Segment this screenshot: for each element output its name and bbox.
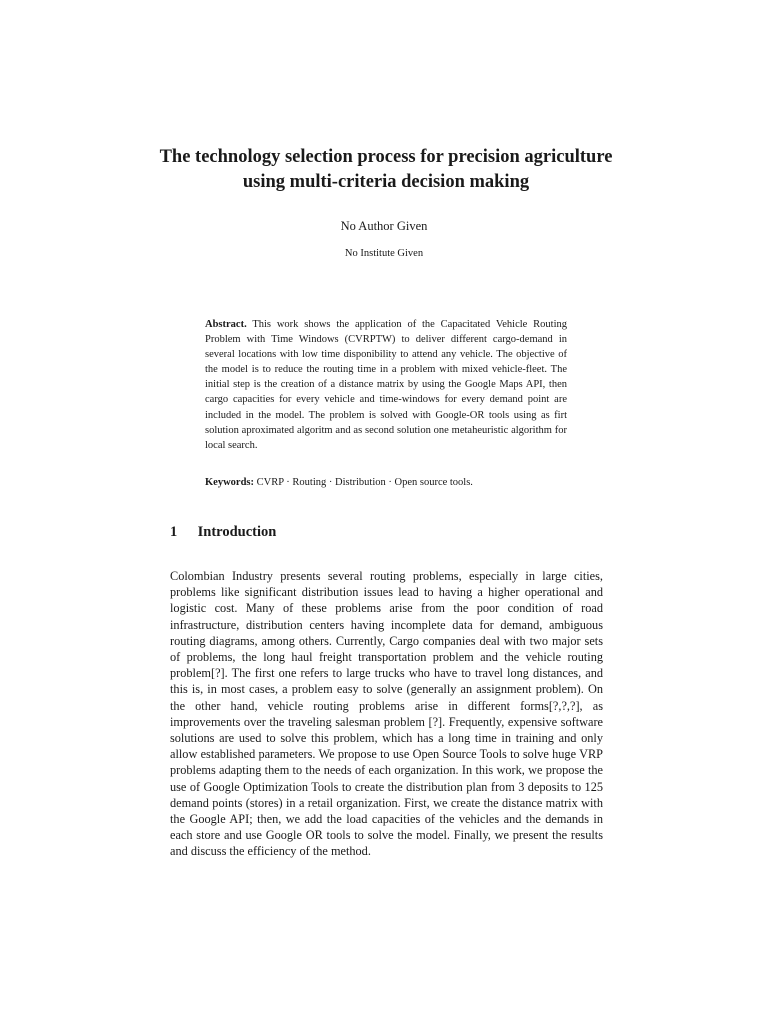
author-line: No Author Given	[340, 219, 428, 233]
section-heading	[170, 524, 276, 541]
abstract-label: Abstract.	[205, 319, 247, 330]
keywords-label: Keywords:	[205, 477, 254, 488]
institute-line: No Institute Given	[344, 248, 424, 259]
keywords-text: CVRP · Routing · Distribution · Open source tools.	[256, 477, 473, 488]
section-number: 1	[170, 524, 178, 540]
abstract-block	[205, 317, 567, 453]
abstract-text: This work shows the application of the Capacitated Vehicle Routing Problem with Time Windows (CVRPTW) to deliver different cargo-demand in several locations with low time disponibility to attend any vehicle. The objective of the model is to reduce the routing time in a problem with mixed vehicle-fleet. The initial step is the creation of a distance matrix by using the Google Maps API, then cargo capacities for every vehicle and time-windows for every demand point are included in the model. The problem is solved with Google-OR tools using as firt solution aproximated algoritm and as second solution one metaheuristic algorithm for local search.	[205, 319, 567, 451]
keywords-block	[205, 475, 567, 490]
paper-title: The technology selection process for precision agriculture using multi-criteria decision making	[159, 147, 613, 192]
section-title: Introduction	[197, 524, 277, 540]
introduction-paragraph: Colombian Industry presents several routing problems, especially in large cities, problems like significant distribution issues lead to having a higher operational and logistic cost. Many of these problems arise from the poor condition of road infrastructure, distribution centers having incomplete data for demand, ambiguous routing diagrams, among others. Currently, Cargo companies deal with two major sets of problems, the long haul freight transportation problem and the vehicle routing problem[?]. The first one refers to large trucks who have to travel long distances, and this is, in most cases, a problem easy to solve (generally an assignment problem). On the other hand, vehicle routing problems arise in different forms[?,?,?], as improvements over the traveling salesman problem [?]. Frequently, expensive software solutions are used to solve this problem, which has a long time in training and only allow established parameters. We propose to use Open Source Tools to solve huge VRP problems adapting them to the needs of each organization. In this work, we propose the use of Google Optimization Tools to create the distribution plan from 3 deposits to 125 demand points (stores) in a retail organization. First, we create the distance matrix with the Google API; then, we add the load capacities of the vehicles and the demands in each store and use Google OR tools to solve the model. Finally, we present the results and discuss the efficiency of the method.	[170, 569, 603, 859]
